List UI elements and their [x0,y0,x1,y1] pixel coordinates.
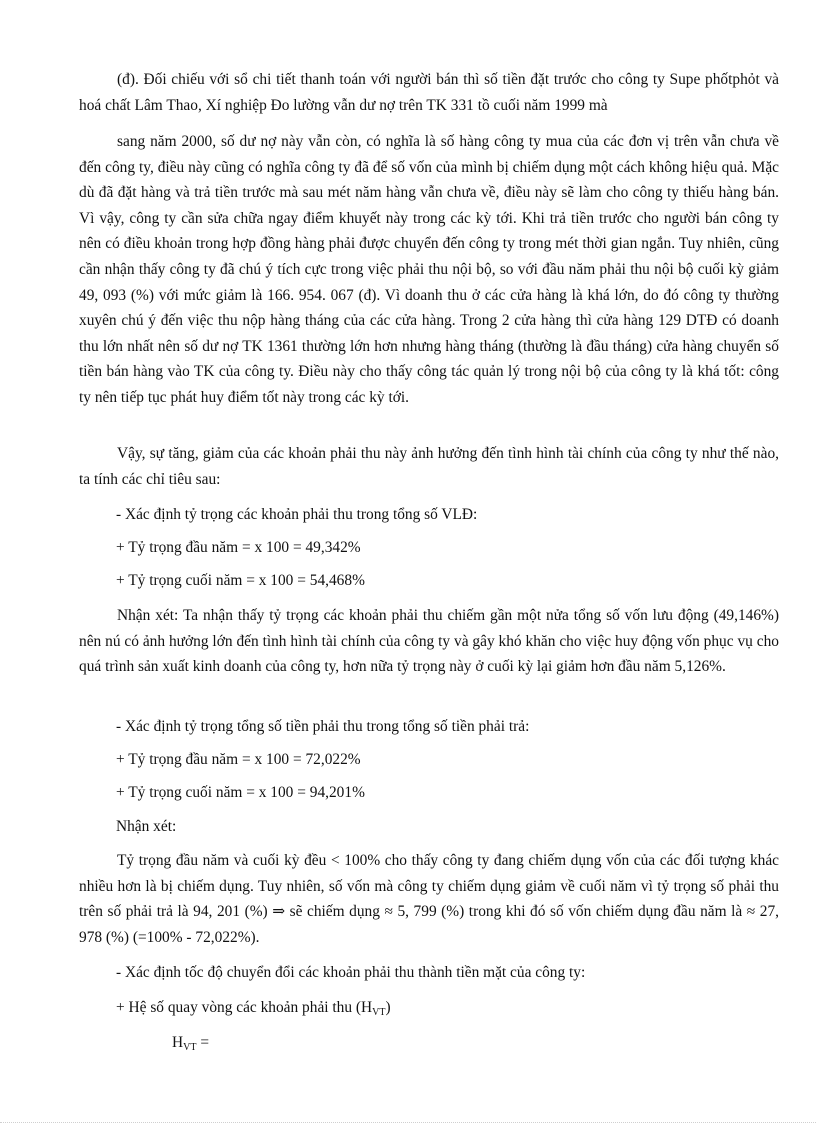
formula-ratio-start-year: + Tỷ trọng đầu năm = x 100 = 49,342% [116,539,361,556]
paragraph-receivables-question: Vậy, sự tăng, giảm của các khoản phải thu này ảnh hưởng đến tình hình tài chính của công ty như thế nào, ta tính các chỉ tiêu sau: [79,445,779,488]
formula-equals: = [196,1034,209,1051]
formula-ratio2-end-year: + Tỷ trọng cuối năm = x 100 = 94,201% [116,784,365,801]
formula-ratio-end-year: + Tỷ trọng cuối năm = x 100 = 54,468% [116,572,365,589]
turnover-ratio-subscript: VT [372,1007,386,1018]
paragraph-prepayment-intro: (đ). Đối chiếu với sổ chi tiết thanh toán với người bán thì số tiền đặt trước cho công ty Supe phốtphỏt và hoá chất Lâm Thao, Xí nghiệp Đo lường vẫn dư nợ trên TK 331 tồ cuối năm 1999 mà [79,71,779,114]
turnover-ratio-suffix: ) [385,999,391,1016]
paragraph-prepayment-analysis: sang năm 2000, số dư nợ này vẫn còn, có nghĩa là số hàng công ty mua của các đơn vị trên vẫn chưa về đến công ty, điều này cũng có nghĩa công ty đã để số vốn của mình bị chiếm dụng một cách không hiệu quả. Mặc dù đã đặt hàng và trả tiền trước mà sau mét năm hàng vẫn chưa về, điều này sẽ làm cho công ty thiếu hàng bán. Vì vậy, công ty cần sửa chữa ngay điểm khuyết này trong các kỳ tới. Khi trả tiền trước cho người bán công ty nên có điều khoản trong hợp đồng hàng phải được chuyển đến công ty trong mét thời gian ngắn. Tuy nhiên, cũng cần nhận thấy công ty đã chú ý tích cực trong việc phải thu nội bộ, so với đầu năm phải thu nội bộ cuối kỳ giảm 49, 093 (%) với mức giảm là 166. 954. 067 (đ). Vì doanh thu ở các cửa hàng là khá lớn, do đó công ty thường xuyên chú ý đến việc thu nộp hàng tháng của các cửa hàng. Trong 2 cửa hàng thì cửa hàng 129 DTĐ có doanh thu lớn nhất nên số dư nợ TK 1361 thường lớn hơn nhưng hàng tháng (thường là đầu tháng) cửa hàng chuyển số tiền bán hàng vào TK của công ty. Điều này cho thấy công tác quản lý trong nội bộ của công ty là khá tốt: công ty nên tiếp tục phát huy điểm tốt này trong các kỳ tới. [79,133,779,406]
turnover-formula [172,1030,472,1056]
heading-conversion-speed: - Xác định tốc độ chuyển đổi các khoản phải thu thành tiền mặt của công ty: [116,964,586,981]
heading-receivables-ratio: - Xác định tỷ trọng các khoản phải thu trong tổng số VLĐ: [116,506,478,523]
turnover-ratio-item [116,995,776,1021]
formula-subscript: VT [183,1042,197,1053]
paragraph-remark-2: Tỷ trọng đầu năm và cuối kỳ đều < 100% cho thấy công ty đang chiếm dụng vốn của các đối tượng khác nhiều hơn là bị chiếm dụng. Tuy nhiên, số vốn mà công ty chiếm dụng giảm về cuối năm vì tỷ trọng số phải thu trên số phải trả là 94, 201 (%) ⇒ sẽ chiếm dụng ≈ 5, 799 (%) trong khi đó số vốn chiếm dụng đầu năm là ≈ 27, 978 (%) (=100% - 72,022%). [79,852,779,946]
turnover-ratio-prefix: + Hệ số quay vòng các khoản phải thu (H [116,999,373,1016]
heading-receivable-payable-ratio: - Xác định tỷ trọng tổng số tiền phải thu trong tổng số tiền phải trả: [116,718,530,735]
paragraph-remark-1: Nhận xét: Ta nhận thấy tỷ trọng các khoản phải thu chiếm gần một nửa tổng số vốn lưu động (49,146%) nên nú có ảnh hưởng lớn đến tình hình tài chính của công ty và gây khó khăn cho việc huy động vốn phục vụ cho quá trình sản xuất kinh doanh của công ty, hơn nữa tỷ trọng này ở cuối kỳ lại giảm hơn đầu năm 5,126%. [79,607,779,676]
formula-symbol: H [172,1034,184,1051]
formula-ratio2-start-year: + Tỷ trọng đầu năm = x 100 = 72,022% [116,751,361,768]
remark-label: Nhận xét: [116,818,177,835]
